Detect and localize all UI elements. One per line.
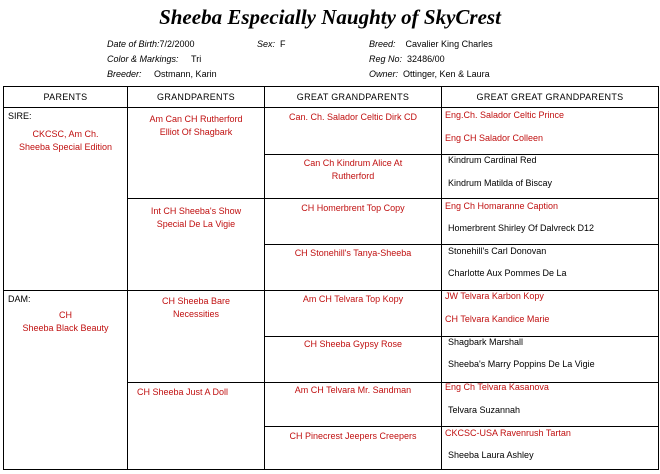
breed-value: Cavalier King Charles	[405, 39, 493, 49]
great-great-2: Eng CH Salador Colleen	[445, 133, 544, 143]
sex	[257, 39, 286, 49]
grandparent-1	[128, 113, 264, 139]
great-grandparent-2-line1: Can Ch Kindrum Alice At	[303, 158, 403, 168]
great-great-1: Eng.Ch. Salador Celtic Prince	[445, 110, 565, 120]
breeder-label: Breeder:	[107, 69, 142, 79]
great-great-12: Sheeba's Marry Poppins De La Vigie	[448, 359, 595, 369]
header-great-grandparents: GREAT GRANDPARENTS	[296, 92, 410, 102]
color-label: Color & Markings:	[107, 54, 179, 64]
great-great-11: Shagbark Marshall	[448, 337, 524, 347]
great-grandparent-3: CH Homerbrent Top Copy	[301, 203, 405, 213]
dam-name	[4, 309, 127, 335]
grandparent-4-line1: CH Sheeba Just A Doll	[137, 387, 229, 397]
grandparent-1-line2: Elliot Of Shagbark	[159, 127, 233, 137]
breeder	[107, 69, 217, 79]
great-great-14: Telvara Suzannah	[448, 405, 521, 415]
great-grandparent-7: Am CH Telvara Mr. Sandman	[294, 385, 412, 395]
sex-value: F	[280, 39, 286, 49]
great-grandparent-2-line2: Rutherford	[331, 171, 375, 181]
great-grandparent-6: CH Sheeba Gypsy Rose	[303, 339, 403, 349]
great-great-15: CKCSC-USA Ravenrush Tartan	[445, 428, 571, 438]
grandparent-4	[137, 386, 228, 399]
breeder-value: Ostmann, Karin	[154, 69, 217, 79]
sire-line1: CKCSC, Am Ch.	[32, 129, 99, 139]
great-great-13: Eng Ch Telvara Kasanova	[445, 382, 549, 392]
page-title: Sheeba Especially Naughty of SkyCrest	[159, 5, 501, 29]
header-parents: PARENTS	[43, 92, 88, 102]
color-markings	[107, 54, 201, 64]
date-of-birth	[107, 39, 195, 49]
grandparent-2-line2: Special De La Vigie	[156, 219, 236, 229]
pedigree-table	[3, 86, 659, 470]
owner-label: Owner:	[369, 69, 399, 79]
great-grandparent-4: CH Stonehill's Tanya-Sheeba	[294, 248, 412, 258]
dob-value: 7/2/2000	[159, 39, 195, 49]
grandparent-2-line1: Int CH Sheeba's Show	[150, 206, 242, 216]
great-grandparent-1: Can. Ch. Salador Celtic Dirk CD	[288, 112, 418, 122]
dam-line2: Sheeba Black Beauty	[22, 323, 109, 333]
great-great-9: JW Telvara Karbon Kopy	[445, 291, 544, 301]
great-grandparent-5: Am CH Telvara Top Kopy	[302, 294, 404, 304]
sire-line2: Sheeba Special Edition	[18, 142, 113, 152]
color-value: Tri	[191, 54, 202, 64]
sire-label: SIRE:	[8, 111, 32, 121]
grandparent-2	[128, 205, 264, 231]
great-great-4: Kindrum Matilda of Biscay	[448, 178, 553, 188]
breed	[369, 39, 493, 49]
reg-value: 32486/00	[407, 54, 445, 64]
great-grandparent-2	[265, 157, 441, 183]
owner-value: Ottinger, Ken & Laura	[403, 69, 490, 79]
dam-line1: CH	[59, 310, 72, 320]
great-great-7: Stonehill's Carl Donovan	[448, 246, 547, 256]
reg-no	[369, 54, 445, 64]
grandparent-3	[128, 295, 264, 321]
great-great-6: Homerbrent Shirley Of Dalvreck D12	[448, 223, 595, 233]
header-great-great-grandparents: GREAT GREAT GRANDPARENTS	[476, 92, 624, 102]
great-great-8: Charlotte Aux Pommes De La	[448, 268, 567, 278]
sire-name	[4, 128, 127, 154]
reg-label: Reg No:	[369, 54, 403, 64]
header-grandparents: GRANDPARENTS	[157, 92, 235, 102]
great-grandparent-8: CH Pinecrest Jeepers Creepers	[289, 431, 417, 441]
sex-label: Sex:	[257, 39, 276, 49]
owner	[369, 69, 490, 79]
dam-label: DAM:	[8, 294, 31, 304]
great-great-3: Kindrum Cardinal Red	[448, 155, 537, 165]
breed-label: Breed:	[369, 39, 396, 49]
grandparent-1-line1: Am Can CH Rutherford	[149, 114, 243, 124]
great-great-10: CH Telvara Kandice Marie	[445, 314, 550, 324]
dob-label: Date of Birth:	[107, 39, 160, 49]
great-great-5: Eng Ch Homaranne Caption	[445, 201, 559, 211]
grandparent-3-line1: CH Sheeba Bare	[161, 296, 231, 306]
great-great-16: Sheeba Laura Ashley	[448, 450, 534, 460]
grandparent-3-line2: Necessities	[172, 309, 219, 319]
